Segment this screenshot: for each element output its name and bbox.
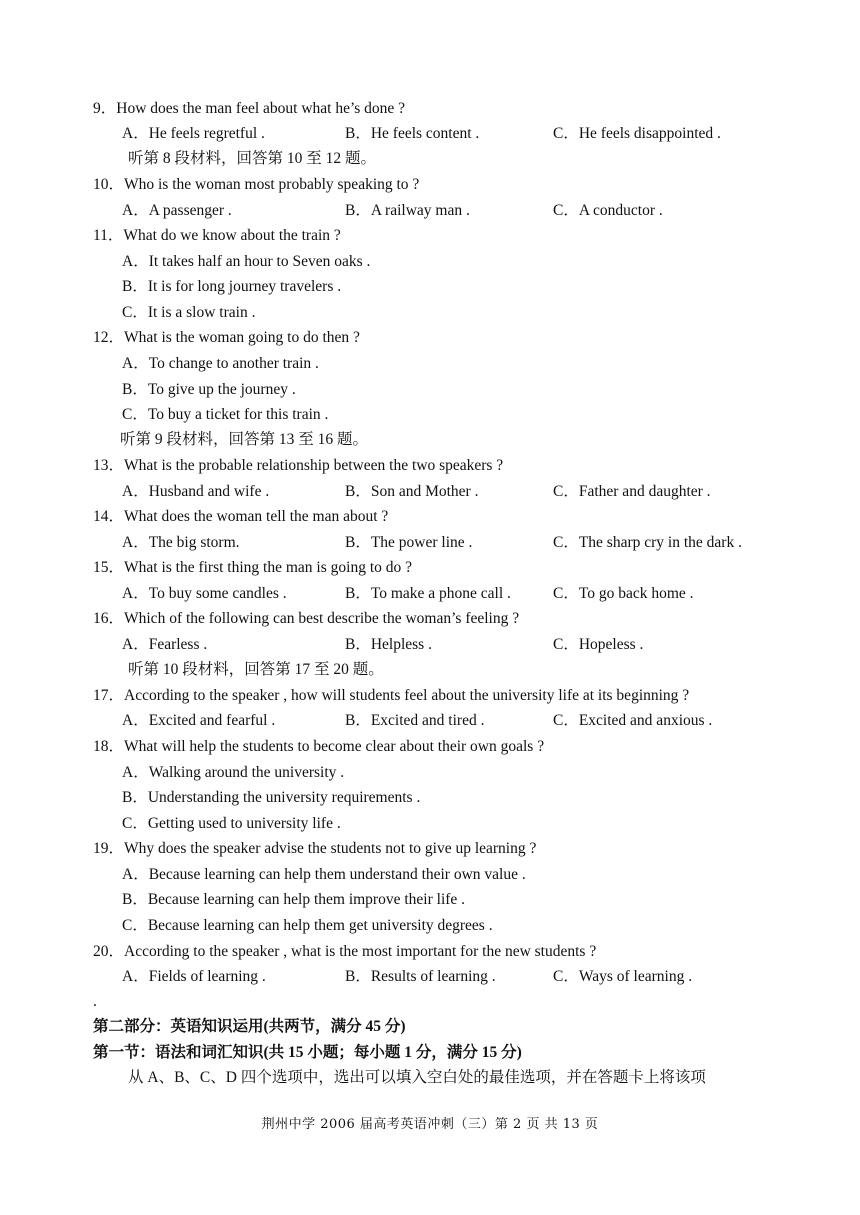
option-c: C．A conductor .	[553, 202, 663, 219]
section-note-8: 听第 8 段材料，回答第 10 至 12 题。	[128, 150, 377, 167]
question-15-stem: 15．What is the first thing the man is going to do ?	[93, 559, 412, 576]
option-c: C．The sharp cry in the dark .	[553, 534, 742, 551]
option-b: B．Excited and tired .	[345, 712, 485, 729]
option-b: B．Son and Mother .	[345, 483, 479, 500]
option-c: C．Excited and anxious .	[553, 712, 713, 729]
option-a: A．To buy some candles .	[122, 585, 287, 602]
question-14-stem: 14．What does the woman tell the man about ?	[93, 508, 389, 525]
option-a: A．A passenger .	[122, 202, 232, 219]
question-19-option-c: C．Because learning can help them get university degrees .	[122, 917, 493, 934]
option-a: A．Fields of learning .	[122, 968, 266, 985]
question-19-stem: 19．Why does the speaker advise the students not to give up learning ?	[93, 840, 537, 857]
option-c: C．Ways of learning .	[553, 968, 693, 985]
question-18-option-c: C．Getting used to university life .	[122, 815, 341, 832]
section-note-10: 听第 10 段材料，回答第 17 至 20 题。	[128, 661, 384, 678]
option-b: B．Helpless .	[345, 636, 432, 653]
option-c: C．Hopeless .	[553, 636, 644, 653]
option-a: A．Fearless .	[122, 636, 208, 653]
option-a: A．Excited and fearful .	[122, 712, 276, 729]
stray-dot: .	[93, 993, 97, 1010]
question-18-option-a: A．Walking around the university .	[122, 764, 345, 781]
option-b: B．Results of learning .	[345, 968, 496, 985]
option-a: A．Husband and wife .	[122, 483, 270, 500]
part-two-heading: 第二部分：英语知识运用(共两节，满分 45 分)	[93, 1018, 406, 1035]
question-13-stem: 13．What is the probable relationship between the two speakers ?	[93, 457, 504, 474]
instruction-text: 从 A、B、C、D 四个选项中，选出可以填入空白处的最佳选项，并在答题卡上将该项	[128, 1069, 706, 1086]
question-17-stem: 17．According to the speaker , how will students feel about the university life at its beginning ?	[93, 687, 690, 704]
question-18-stem: 18．What will help the students to become clear about their own goals ?	[93, 738, 545, 755]
question-16-stem: 16．Which of the following can best describe the woman’s feeling ?	[93, 610, 520, 627]
question-11-option-b: B．It is for long journey travelers .	[122, 278, 342, 295]
question-11-stem: 11．What do we know about the train ?	[93, 227, 341, 244]
question-11-option-a: A．It takes half an hour to Seven oaks .	[122, 253, 371, 270]
question-12-option-c: C．To buy a ticket for this train .	[122, 406, 329, 423]
question-18-option-b: B．Understanding the university requirements .	[122, 789, 421, 806]
option-b: B．He feels content .	[345, 125, 480, 142]
option-c: C．Father and daughter .	[553, 483, 711, 500]
question-11-option-c: C．It is a slow train .	[122, 304, 256, 321]
section-one-heading: 第一节：语法和词汇知识(共 15 小题；每小题 1 分，满分 15 分)	[93, 1044, 522, 1061]
question-19-option-a: A．Because learning can help them understand their own value .	[122, 866, 526, 883]
option-a: A．He feels regretful .	[122, 125, 265, 142]
option-c: C．To go back home .	[553, 585, 694, 602]
question-19-option-b: B．Because learning can help them improve their life .	[122, 891, 466, 908]
option-c: C．He feels disappointed .	[553, 125, 721, 142]
page-footer: 荆州中学 2006 届高考英语冲刺（三）第 2 页 共 13 页	[261, 1117, 599, 1132]
question-12-stem: 12．What is the woman going to do then ?	[93, 329, 360, 346]
question-10-stem: 10．Who is the woman most probably speaking to ?	[93, 176, 420, 193]
question-12-option-b: B．To give up the journey .	[122, 381, 296, 398]
option-a: A．The big storm.	[122, 534, 240, 551]
question-20-stem: 20．According to the speaker , what is the most important for the new students ?	[93, 943, 597, 960]
question-9-stem: 9．How does the man feel about what he’s done ?	[93, 100, 406, 117]
question-12-option-a: A．To change to another train .	[122, 355, 319, 372]
option-b: B．A railway man .	[345, 202, 470, 219]
option-b: B．The power line .	[345, 534, 473, 551]
option-b: B．To make a phone call .	[345, 585, 511, 602]
section-note-9: 听第 9 段材料，回答第 13 至 16 题。	[120, 431, 369, 448]
